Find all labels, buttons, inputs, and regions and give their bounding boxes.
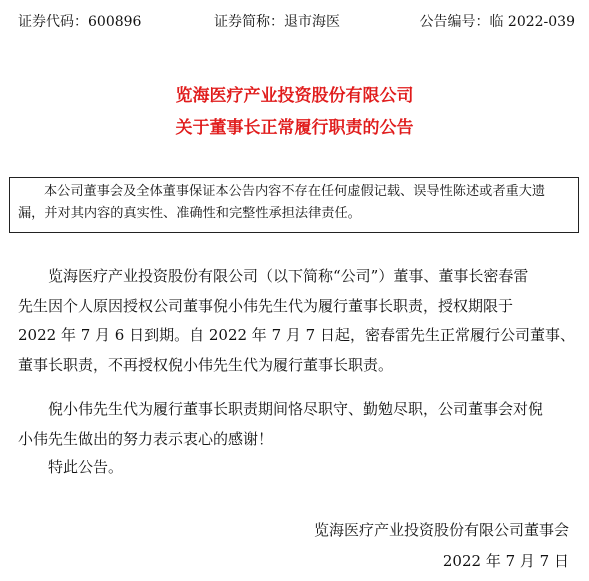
body-line: 董事长职责，不再授权倪小伟先生代为履行董事长职责。: [18, 356, 394, 375]
disclaimer-line: 漏，并对其内容的真实性、准确性和完整性承担法律责任。: [18, 206, 361, 221]
body-line: 览海医疗产业投资股份有限公司（以下简称“公司”）董事、董事长密春雷: [48, 267, 529, 285]
disclaimer-line: 本公司董事会及全体董事保证本公告内容不存在任何虚假记载、误导性陈述或者重大遗: [44, 184, 546, 199]
body-paragraph-2: [18, 395, 578, 454]
body-line: 2022 年 7 月 6 日到期。自 2022 年 7 月 7 日起，密春雷先生正常履行公司董事、: [18, 326, 575, 345]
body-paragraph-1: [18, 262, 578, 381]
header-row: [18, 12, 575, 32]
body-paragraph-3: [18, 453, 578, 483]
stock-short-name: 证券简称：退市海医: [214, 14, 340, 30]
body-line: 小伟先生做出的努力表示衷心的感谢！: [18, 429, 274, 448]
signature-date: 2022 年 7 月 7 日: [442, 552, 569, 570]
disclaimer-box: [9, 177, 579, 233]
signature-company: 览海医疗产业投资股份有限公司董事会: [313, 521, 569, 539]
body-line: 先生因个人原因授权公司董事倪小伟先生代为履行董事长职责，授权期限于: [18, 296, 514, 315]
stock-code: 证券代码：600896: [18, 14, 142, 30]
title-subject: 关于董事长正常履行职责的公告: [175, 118, 414, 138]
announcement-number: 公告编号：临 2022-039: [419, 14, 575, 30]
closing-line: 特此公告。: [48, 458, 124, 476]
body-line: 倪小伟先生代为履行董事长职责期间恪尽职守、勤勉尽职，公司董事会对倪: [48, 400, 544, 418]
title-company: 览海医疗产业投资股份有限公司: [175, 86, 414, 106]
